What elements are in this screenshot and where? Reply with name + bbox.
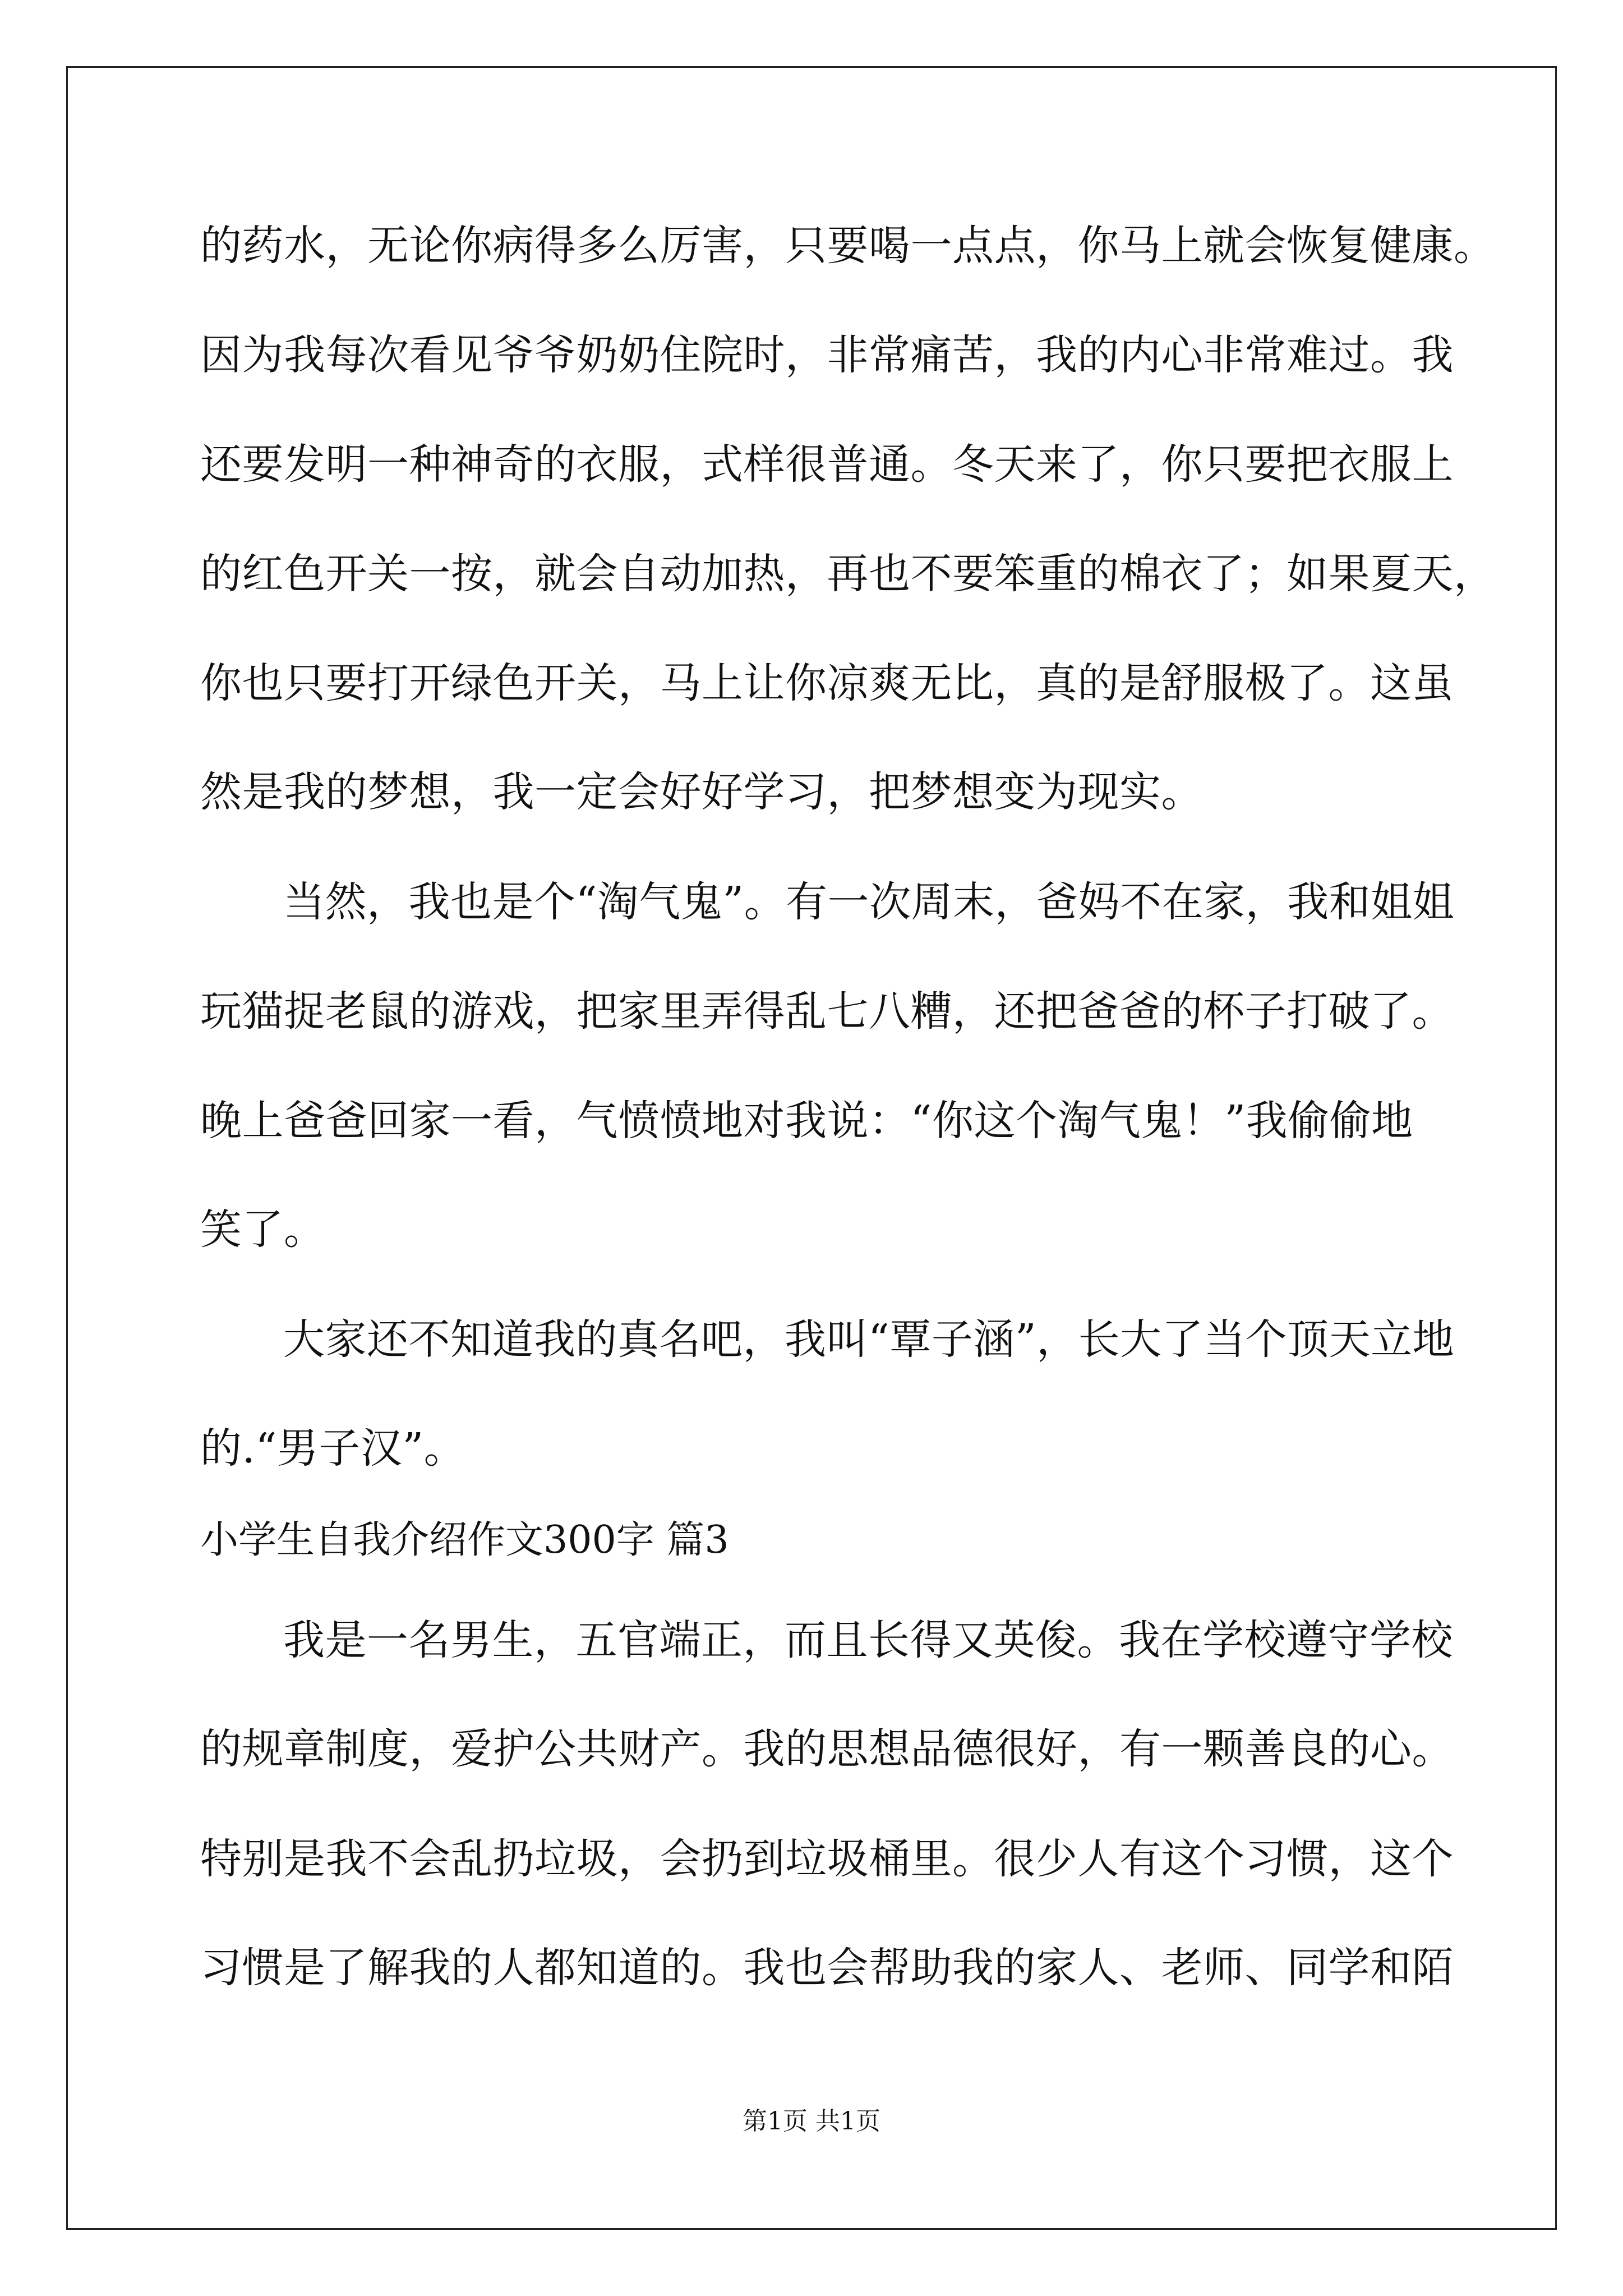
text-line-17: 习惯是了解我的人都知道的。我也会帮助我的家人、老师、同学和陌 [200,1944,1454,1992]
section-heading: 小学生自我介绍作文300字 篇3 [200,1518,729,1562]
text-line-5: 你也只要打开绿色开关，马上让你凉爽无比，真的是舒服极了。这虽 [200,659,1454,707]
page-footer: 第1页 共1页 [743,2107,880,2136]
text-line-14: 我是一名男生，五官端正，而且长得又英俊。我在学校遵守学校 [283,1616,1453,1664]
text-line-6: 然是我的梦想，我一定会好好学习，把梦想变为现实。 [200,768,1203,816]
text-line-7: 当然，我也是个“淘气鬼”。有一次周末，爸妈不在家，我和姐姐 [283,878,1455,926]
text-line-8: 玩猫捉老鼠的游戏，把家里弄得乱七八糟，还把爸爸的杯子打破了。 [200,987,1454,1036]
text-line-3: 还要发明一种神奇的衣服，式样很普通。冬天来了，你只要把衣服上 [200,440,1454,489]
text-line-15: 的规章制度，爱护公共财产。我的思想品德很好，有一颗善良的心。 [200,1725,1454,1773]
text-line-10: 笑了。 [200,1205,326,1254]
text-line-9: 晚上爸爸回家一看，气愤愤地对我说：“你这个淘气鬼！”我偷偷地 [200,1097,1413,1145]
text-line-1: 的药水，无论你病得多么厉害，只要喝一点点，你马上就会恢复健康。 [200,222,1496,270]
text-line-11: 大家还不知道我的真名吧，我叫“覃子涵”，长大了当个顶天立地 [283,1315,1455,1364]
text-line-2: 因为我每次看见爷爷奶奶住院时，非常痛苦，我的内心非常难过。我 [200,331,1454,379]
text-line-12: 的.“男子汉”。 [200,1424,466,1473]
text-line-16: 特别是我不会乱扔垃圾，会扔到垃圾桶里。很少人有这个习惯，这个 [200,1835,1454,1883]
page-border [66,66,1557,2230]
text-line-4: 的红色开关一按，就会自动加热，再也不要笨重的棉衣了；如果夏天， [200,550,1496,598]
